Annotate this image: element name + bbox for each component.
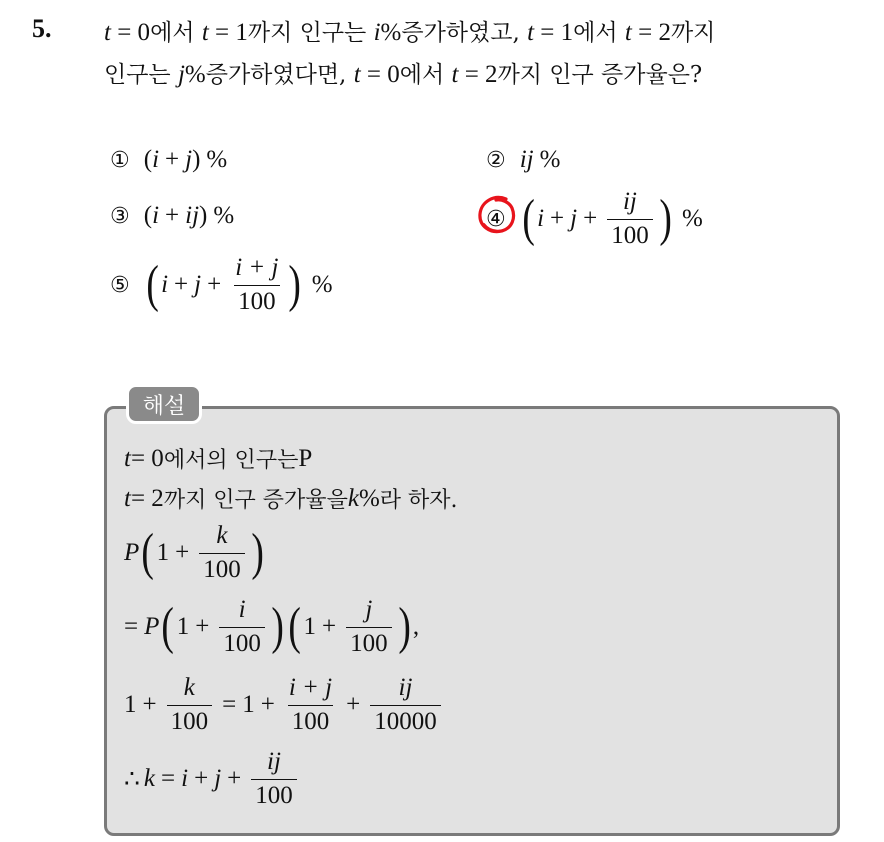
text: 에서 (573, 20, 625, 46)
answer-circle-mark-icon (476, 194, 518, 236)
denominator: 100 (167, 705, 213, 736)
percent: % (206, 146, 228, 173)
var-t: t (451, 61, 459, 88)
one: 1 (303, 613, 316, 640)
numerator: ij (398, 674, 413, 701)
solution-line-6 (124, 748, 301, 810)
var-t: t (527, 19, 535, 46)
option-4[interactable] (486, 188, 703, 250)
paren-open: ( (143, 202, 153, 229)
percent: % (682, 205, 703, 232)
big-paren-open: ( (141, 524, 155, 581)
option-number: ③ (110, 203, 130, 229)
denominator: 100 (346, 627, 392, 658)
eq: = (161, 765, 176, 792)
option-number: ② (486, 147, 506, 173)
text: 에서 (399, 62, 452, 88)
text: 까지 인구 증가율을 (163, 488, 348, 513)
var-i: i (152, 146, 160, 173)
var-i: i (161, 271, 169, 298)
big-paren-open: ( (522, 190, 535, 247)
eq: = 2 (130, 484, 164, 512)
var-ij: ij (519, 146, 534, 173)
plus: + (165, 146, 180, 173)
var-j: j (194, 271, 202, 298)
var-P: P (298, 444, 313, 472)
text: 증가하였고, (401, 20, 528, 46)
fraction (607, 188, 653, 250)
plus: + (321, 613, 337, 640)
denominator: 100 (251, 779, 297, 810)
fraction (285, 674, 336, 736)
var-t: t (104, 19, 111, 46)
big-paren-close: ) (271, 598, 284, 655)
percent: % (539, 146, 561, 173)
text: 인구는 (104, 62, 178, 88)
var-i: i (181, 765, 189, 792)
var-ij: ij (185, 202, 200, 229)
plus: + (175, 539, 190, 566)
paren-close: ) (192, 146, 201, 173)
option-2[interactable] (486, 146, 560, 174)
solution-line-2 (124, 483, 458, 514)
var-t: t (201, 19, 209, 46)
denominator: 100 (199, 553, 245, 584)
question-number: 5. (32, 14, 52, 43)
fraction (346, 596, 392, 658)
eq: = 2 (631, 19, 671, 46)
plus: + (550, 205, 565, 232)
option-number: ④ (486, 206, 506, 232)
numerator: i + j (288, 674, 333, 701)
big-paren-open: ( (146, 256, 159, 313)
var-i: i (373, 19, 381, 46)
percent: % (358, 484, 380, 512)
plus: + (260, 691, 275, 718)
text: 증가하였다면, (205, 62, 354, 88)
eq: = 2 (458, 61, 498, 88)
denominator: 100 (234, 285, 280, 316)
plus: + (195, 613, 210, 640)
percent: % (184, 61, 206, 88)
one: 1 (156, 539, 170, 566)
fraction (251, 748, 297, 810)
solution-line-4 (124, 596, 419, 658)
therefore-symbol: ∴ (124, 766, 140, 793)
eq: = 0 (130, 444, 164, 472)
eq: = 1 (208, 19, 248, 46)
fraction (199, 522, 245, 584)
text: 까지 인구 증가율은? (497, 62, 703, 88)
fraction (219, 596, 265, 658)
plus: + (207, 271, 222, 298)
question-line-2 (104, 54, 864, 96)
eq: = 0 (110, 19, 151, 46)
var-t: t (353, 61, 361, 88)
numerator: ij (267, 748, 281, 775)
plus: + (346, 691, 361, 718)
var-t: t (124, 484, 131, 512)
option-number: ⑤ (110, 272, 130, 298)
var-i: i (152, 202, 160, 229)
numerator: i (238, 596, 246, 623)
big-paren-open: ( (161, 598, 175, 655)
text: 에서 (150, 20, 202, 46)
eq: = (124, 613, 139, 640)
plus: + (583, 205, 598, 232)
option-3[interactable] (110, 202, 234, 230)
option-number: ① (110, 147, 130, 173)
var-j: j (214, 765, 222, 792)
var-k: k (143, 765, 156, 792)
percent: % (213, 202, 235, 229)
eq: = (222, 691, 237, 718)
var-i: i (537, 205, 545, 232)
plus: + (142, 691, 157, 718)
option-1[interactable] (110, 146, 227, 174)
plus: + (174, 271, 189, 298)
big-paren-close: ) (398, 598, 411, 655)
plus: + (227, 765, 242, 792)
question-line-1 (104, 12, 864, 54)
one: 1 (176, 613, 190, 640)
denominator: 100 (288, 705, 334, 736)
denominator: 100 (219, 627, 265, 658)
fraction (370, 674, 441, 736)
solution-line-5 (124, 674, 445, 736)
var-j: j (177, 61, 185, 88)
big-paren-close: ) (659, 190, 672, 247)
question-stem (104, 12, 864, 96)
var-P: P (144, 613, 160, 640)
text: 까지 (670, 20, 716, 46)
numerator: ij (622, 188, 637, 215)
big-paren-open: ( (288, 598, 302, 655)
eq: = 1 (534, 19, 574, 46)
eq: = 0 (360, 61, 400, 88)
solution-line-1 (124, 443, 312, 474)
big-paren-close: ) (288, 256, 302, 313)
var-j: j (570, 205, 578, 232)
denominator: 100 (607, 219, 653, 250)
plus: + (165, 202, 180, 229)
plus: + (194, 765, 209, 792)
var-j: j (185, 146, 193, 173)
text: 까지 인구는 (247, 20, 374, 46)
text: 라 하자. (379, 488, 458, 513)
solution-line-3 (124, 522, 266, 584)
comma: , (412, 613, 420, 640)
numerator: k (183, 674, 195, 701)
fraction (231, 254, 282, 316)
paren-open: ( (143, 146, 153, 173)
numerator: k (216, 522, 228, 549)
var-k: k (347, 484, 359, 512)
option-5[interactable] (110, 254, 333, 316)
numerator: i + j (235, 254, 279, 281)
text: 에서의 인구는 (163, 448, 299, 473)
percent: % (311, 271, 333, 298)
var-t: t (124, 444, 131, 472)
denominator: 10000 (370, 705, 441, 736)
fraction (167, 674, 213, 736)
numerator: j (365, 596, 373, 623)
solution-tag: 해설 (126, 384, 202, 424)
var-P: P (124, 539, 140, 566)
percent: % (380, 19, 402, 46)
one: 1 (124, 691, 137, 718)
big-paren-close: ) (251, 524, 264, 581)
var-t: t (624, 19, 632, 46)
paren-close: ) (199, 202, 208, 229)
one: 1 (242, 691, 255, 718)
